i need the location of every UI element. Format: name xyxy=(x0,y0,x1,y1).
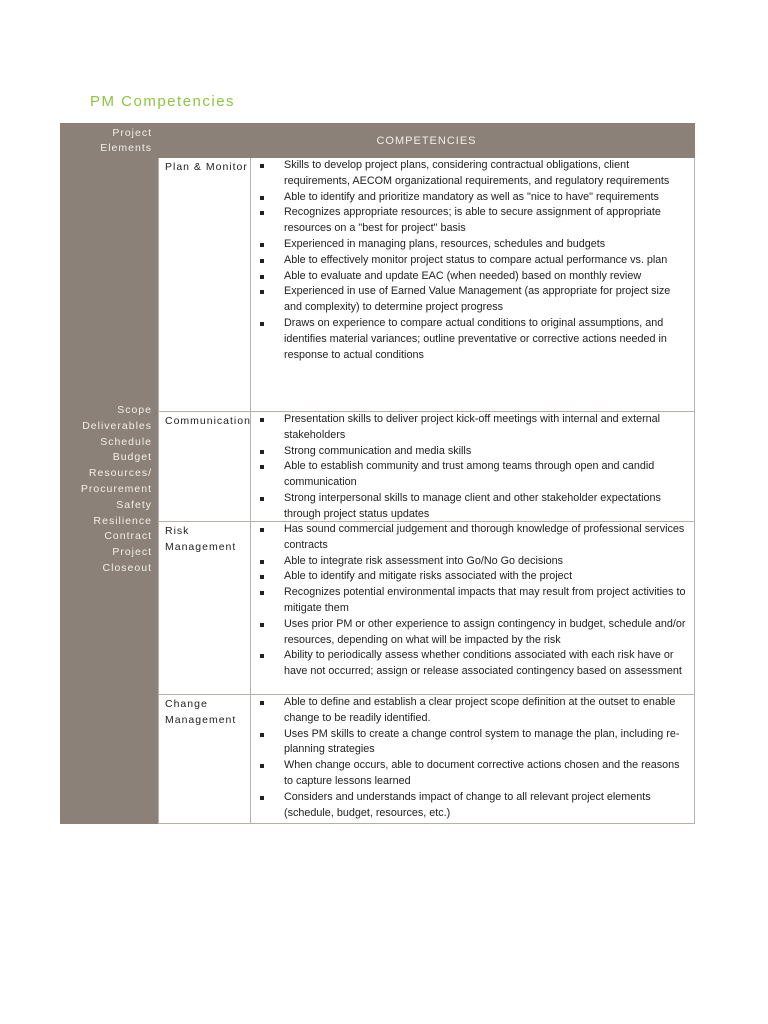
competency-item xyxy=(251,522,694,554)
bullet-icon xyxy=(260,322,264,326)
competency-text: When change occurs, able to document corrective actions chosen and the reasons to capture lessons learned xyxy=(284,759,680,787)
row-label-line: Communication xyxy=(165,415,251,427)
competency-text: Uses prior PM or other experience to assign contingency in budget, schedule and/or resources, depending on what will be impacted by the risk xyxy=(284,617,686,646)
bullet-icon xyxy=(260,418,264,422)
competency-item xyxy=(251,491,694,523)
bullet-icon xyxy=(260,196,264,200)
competency-item xyxy=(251,269,694,285)
bullet-icon xyxy=(260,591,264,595)
competency-item xyxy=(251,727,694,759)
competency-item xyxy=(251,158,694,190)
competency-text: Able to define and establish a clear project scope definition at the outset to enable change to be readily identified. xyxy=(284,696,676,724)
header-line: Elements xyxy=(100,142,152,154)
competency-text: Able to identify and prioritize mandatory as well as "nice to have" requirements xyxy=(284,190,659,203)
bullet-icon xyxy=(260,259,264,263)
bullet-icon xyxy=(260,211,264,215)
bullet-icon xyxy=(260,623,264,627)
competency-item xyxy=(251,790,694,822)
row-label-line: Risk xyxy=(165,525,190,537)
bullet-icon xyxy=(260,764,264,768)
competency-text: Experienced in managing plans, resources, schedules and budgets xyxy=(284,237,606,250)
row-label-risk-management xyxy=(165,523,249,555)
competency-item xyxy=(251,412,694,444)
row-label-communication xyxy=(165,413,249,429)
project-element: Schedule xyxy=(100,435,152,448)
competency-text: Able to establish community and trust among teams through open and candid communication xyxy=(284,460,655,489)
competency-item xyxy=(251,695,694,727)
competency-item xyxy=(251,585,694,617)
bullet-icon xyxy=(260,575,264,579)
competency-text: Recognizes potential environmental impacts that may result from project activities to mitigate them xyxy=(284,586,686,614)
header-project-elements xyxy=(60,123,158,158)
header-competencies: COMPETENCIES xyxy=(158,123,695,158)
competency-text: Able to identify and mitigate risks associated with the project xyxy=(284,570,573,583)
project-element: Procurement xyxy=(80,482,152,495)
competency-text: Recognizes appropriate resources; is able to secure assignment of appropriate resources on a "best for project" basis xyxy=(284,206,661,235)
bullet-icon xyxy=(260,450,264,454)
competency-text: Strong communication and media skills xyxy=(284,444,472,457)
bullet-icon xyxy=(260,796,264,800)
competency-text: Experienced in use of Earned Value Management (as appropriate for project size and complexity) to determine project progress xyxy=(284,285,671,314)
bullet-icon xyxy=(260,701,264,705)
bullet-icon xyxy=(260,243,264,247)
bullet-icon xyxy=(260,497,264,501)
page-title: PM Competencies xyxy=(90,93,236,110)
competency-text: Has sound commercial judgement and thorough knowledge of professional services contracts xyxy=(284,523,685,551)
competency-list xyxy=(251,695,694,821)
competency-item xyxy=(251,253,694,269)
competency-item xyxy=(251,190,694,206)
competency-text: Considers and understands impact of change to all relevant project elements (schedule, budget, resources, etc.) xyxy=(284,790,651,819)
project-elements-column xyxy=(60,158,158,824)
competency-text: Uses PM skills to create a change control system to manage the plan, including re-planning strategies xyxy=(284,727,680,756)
competency-item xyxy=(251,284,694,316)
bullet-icon xyxy=(260,164,264,168)
project-element: Resilience xyxy=(93,514,152,527)
row-label-line: Plan & Monitor xyxy=(165,161,248,173)
row-label-line: Management xyxy=(165,541,237,553)
competency-text: Able to evaluate and update EAC (when needed) based on monthly review xyxy=(284,269,642,282)
competency-text: Able to effectively monitor project status to compare actual performance vs. plan xyxy=(284,253,668,266)
competency-item xyxy=(251,459,694,491)
bullet-icon xyxy=(260,465,264,469)
competency-item xyxy=(251,617,694,649)
bullet-icon xyxy=(260,560,264,564)
row-label-change-management xyxy=(165,696,249,728)
competency-item xyxy=(251,444,694,460)
row-label-plan-monitor xyxy=(165,159,249,175)
row-communication xyxy=(158,412,695,522)
project-element: Budget xyxy=(112,451,152,464)
competency-list xyxy=(251,412,694,523)
competency-item xyxy=(251,554,694,570)
competency-item xyxy=(251,237,694,253)
project-element: Safety xyxy=(116,498,152,511)
competency-text: Draws on experience to compare actual conditions to original assumptions, and identifies material variances; outline preventative or corrective actions needed in response to actual conditions xyxy=(284,316,667,361)
competency-item xyxy=(251,648,694,680)
bullet-icon xyxy=(260,733,264,737)
bullet-icon xyxy=(260,275,264,279)
competency-item xyxy=(251,205,694,237)
project-element: Scope xyxy=(117,404,152,416)
competencies-table xyxy=(60,123,695,824)
competency-item xyxy=(251,758,694,790)
row-change-management xyxy=(158,695,695,824)
row-plan-monitor xyxy=(158,158,695,412)
project-element: Contract xyxy=(104,530,152,543)
project-element: Deliverables xyxy=(82,419,152,432)
project-element: Project xyxy=(112,546,152,559)
competency-text: Able to integrate risk assessment into Go/No Go decisions xyxy=(284,554,564,567)
bullet-icon xyxy=(260,290,264,294)
project-element: Closeout xyxy=(102,561,152,574)
project-element: Resources/ xyxy=(88,467,152,480)
row-label-line: Change xyxy=(165,698,208,710)
project-elements-list xyxy=(60,403,152,577)
competency-text: Ability to periodically assess whether conditions associated with each risk have or have not occurred; assign or release associated contingency based on assessment xyxy=(284,649,682,678)
bullet-icon xyxy=(260,654,264,658)
competency-list xyxy=(251,522,694,680)
header-line: Project xyxy=(112,127,152,139)
competency-list xyxy=(251,158,694,363)
competency-item xyxy=(251,316,694,363)
competency-text: Strong interpersonal skills to manage client and other stakeholder expectations through project status updates xyxy=(284,491,661,520)
competency-item xyxy=(251,569,694,585)
bullet-icon xyxy=(260,528,264,532)
row-label-line: Management xyxy=(165,714,237,726)
row-risk-management xyxy=(158,522,695,695)
competency-text: Skills to develop project plans, considering contractual obligations, client requirements, AECOM organizational requirements, and regulatory requirements xyxy=(284,159,670,187)
competency-text: Presentation skills to deliver project kick-off meetings with internal and external stakeholders xyxy=(284,413,661,441)
